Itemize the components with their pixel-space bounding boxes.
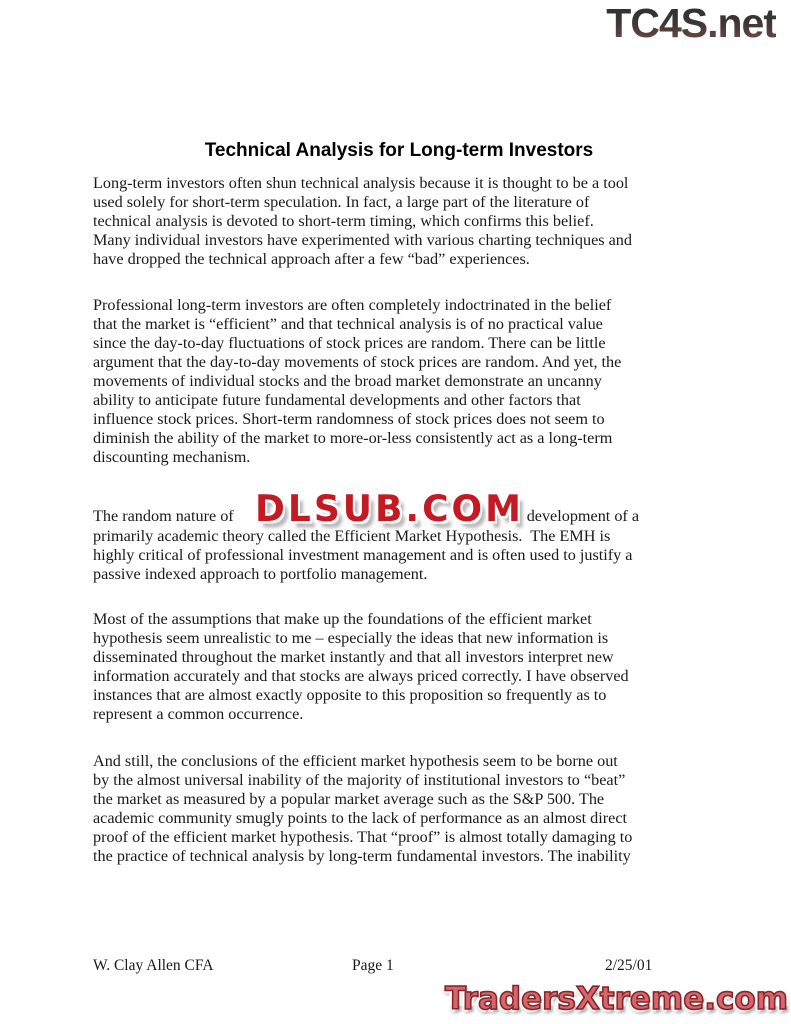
footer-date: 2/25/01 bbox=[605, 957, 653, 974]
paragraph-2: Professional long-term investors are often completely indoctrinated in the belief that the market is “efficient” and that technical analysis is of no practical value since the day-to-day fluctuations of stock prices are random. There can be little argument that the day-to-day movements of stock prices are random. And yet, the movements of individual stocks and the broad market demonstrate an uncanny ability to anticipate future fundamental developments and other factors that influence stock prices. Short-term randomness of stock prices does not seem to diminish the ability of the market to more-or-less consistently act as a long-term discounting mechanism. bbox=[93, 296, 622, 466]
paragraph-5: And still, the conclusions of the efficient market hypothesis seem to be borne out by the almost universal inability of the majority of institutional investors to “beat” the market as measured by a popular market average such as the S&P 500. The academic community smugly points to the lack of performance as an almost direct proof of the efficient market hypothesis. That “proof” is almost totally damaging to the practice of technical analysis by long-term fundamental investors. The inability bbox=[93, 752, 633, 865]
paragraph-3-text-before-watermark: The random nature of bbox=[93, 507, 234, 525]
tradersxtreme-watermark-logo: TradersXtreme.com bbox=[444, 981, 788, 1017]
tc4s-watermark-logo: TC4S.net bbox=[606, 0, 776, 46]
paragraph-3-text-after-watermark: development of a bbox=[526, 507, 640, 525]
paragraph-4: Most of the assumptions that make up the foundations of the efficient market hypothesis seem unrealistic to me – especially the ideas that new information is disseminated throughout the market instantly and that all investors interpret new information accurately and that stocks are always priced correctly. I have observed instances that are almost exactly opposite to this proposition so frequently as to represent a common occurrence. bbox=[93, 610, 629, 723]
dlsub-watermark-badge: DLSUB.COM bbox=[255, 488, 524, 531]
footer-author: W. Clay Allen CFA bbox=[93, 957, 214, 974]
page-footer bbox=[0, 957, 791, 979]
paragraph-3-continuation: primarily academic theory called the Efficient Market Hypothesis. The EMH is highly critical of professional investment management and is often used to justify a passive indexed approach to portfolio management. bbox=[93, 527, 633, 583]
page-title: Technical Analysis for Long-term Investors bbox=[204, 139, 594, 161]
paragraph-1: Long-term investors often shun technical analysis because it is thought to be a tool used solely for short-term speculation. In fact, a large part of the literature of technical analysis is devoted to short-term timing, which confirms this belief. Many individual investors have experimented with various charting techniques and have dropped the technical approach after a few “bad” experiences. bbox=[93, 174, 632, 268]
footer-page-number: Page 1 bbox=[352, 957, 394, 974]
